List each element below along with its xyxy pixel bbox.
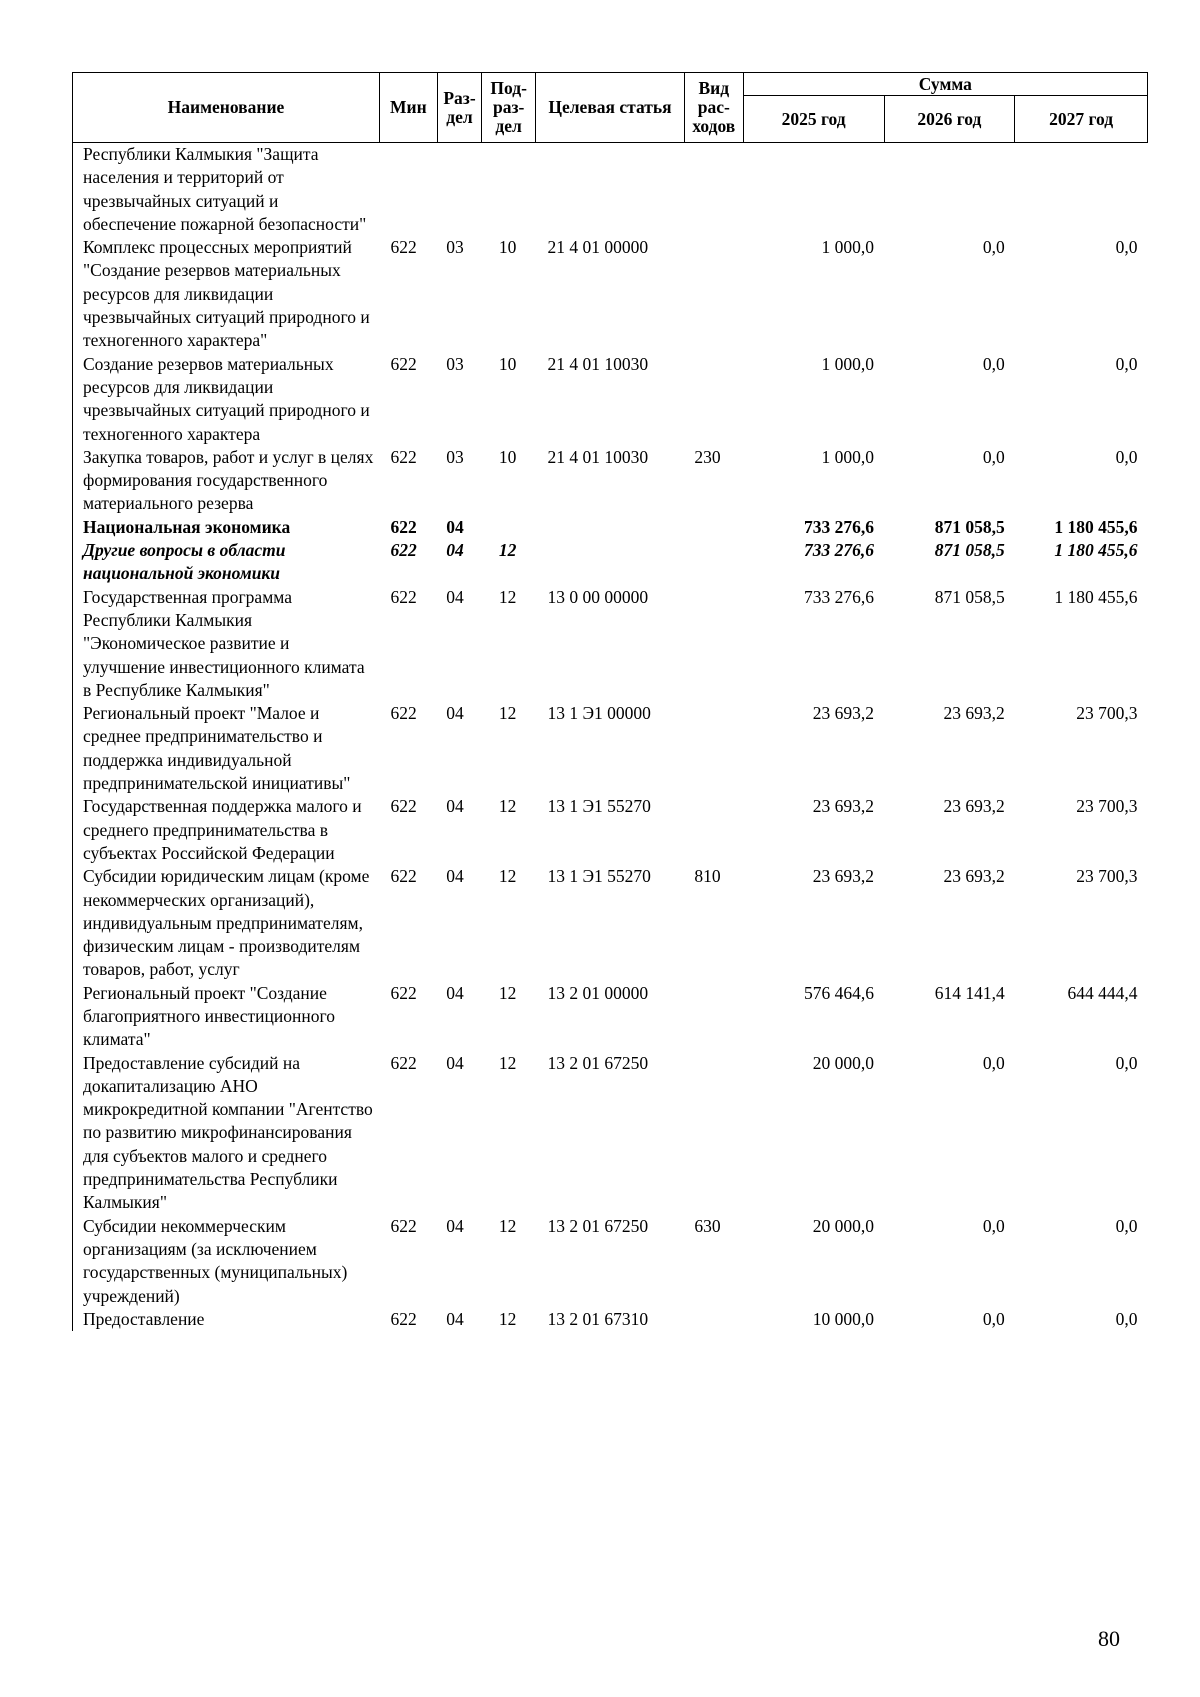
row-razdel: 04 [446,1052,464,1073]
row-podrazdel: 12 [498,586,517,607]
row-podrazdel: 12 [498,540,517,561]
row-vid [684,586,743,702]
row-sum-2027: 0,0 [1115,1052,1138,1073]
row-razdel: 03 [446,446,464,467]
row-celevaya [536,516,685,539]
row-sum-2025: 20 000,0 [812,1215,874,1236]
row-min: 622 [390,586,417,607]
row-name: Комплекс процессных мероприятий "Создание резервов материальных ресурсов для ликвидации чрезвычайных ситуаций природного и техногенного характера" [83,237,370,351]
row-sum-2026: 0,0 [982,1052,1005,1073]
row-sum-2027: 644 444,4 [1067,982,1138,1003]
row-vid [684,702,743,795]
row-podrazdel: 10 [498,353,517,374]
row-sum-2026: 0,0 [982,353,1005,374]
table-row [73,236,1148,352]
row-sum-2026: 0,0 [982,237,1005,258]
row-sum-2026 [884,143,1015,237]
row-razdel: 04 [446,540,464,561]
header-min: Мин [379,73,437,143]
row-sum-2025: 10 000,0 [812,1308,874,1329]
row-podrazdel: 10 [498,446,517,467]
table-row [73,586,1148,702]
row-name: Региональный проект "Малое и среднее предпринимательство и поддержка индивидуальной предпринимательской инициативы" [83,703,351,794]
row-celevaya: 13 2 01 67250 [547,1215,649,1236]
row-podrazdel: 12 [498,1215,517,1236]
row-razdel: 04 [446,982,464,1003]
row-min: 622 [390,353,417,374]
row-name: Национальная экономика [83,516,291,537]
row-sum-2026: 871 058,5 [934,540,1005,561]
row-sum-2025: 576 464,6 [804,982,874,1003]
row-min: 622 [390,540,417,561]
row-sum-2026: 0,0 [982,1308,1005,1329]
row-name: Предоставление субсидий на докапитализацию АНО микрокредитной компании "Агентство по развитию микрофинансирования для субъектов малого и среднего предпринимательства Республики Калмыкия" [83,1052,373,1213]
row-min: 622 [390,446,417,467]
row-sum-2025: 1 000,0 [821,446,874,467]
row-vid [684,236,743,352]
row-vid [684,516,743,539]
row-podrazdel: 12 [498,1308,517,1329]
budget-table [72,72,1148,1331]
row-sum-2025: 733 276,6 [804,586,874,607]
row-celevaya [536,539,685,586]
budget-table-page [72,72,1148,1331]
row-podrazdel: 12 [498,796,517,817]
row-celevaya: 13 1 Э1 00000 [547,703,651,724]
row-sum-2027: 1 180 455,6 [1054,586,1138,607]
row-razdel: 04 [446,703,464,724]
table-row [73,702,1148,795]
row-podrazdel: 12 [498,982,517,1003]
table-row [73,516,1148,539]
row-sum-2025: 733 276,6 [804,540,874,561]
row-sum-2025: 23 693,2 [812,703,874,724]
row-sum-2026: 871 058,5 [934,586,1005,607]
row-sum-2027: 1 180 455,6 [1054,540,1138,561]
row-sum-2027: 23 700,3 [1076,796,1138,817]
table-row [73,143,1148,237]
row-min [379,143,437,237]
row-sum-2025: 23 693,2 [812,866,874,887]
row-razdel: 04 [446,586,464,607]
row-min: 622 [390,982,417,1003]
row-razdel: 04 [446,1215,464,1236]
row-min: 622 [390,516,417,537]
row-name: Предоставление [83,1308,205,1329]
row-sum-2025: 1 000,0 [821,353,874,374]
row-sum-2026: 23 693,2 [943,796,1005,817]
header-podrazdel: Под-раз-дел [482,73,536,143]
row-razdel: 03 [446,353,464,374]
header-celevaya: Целевая статья [536,73,685,143]
row-razdel: 03 [446,237,464,258]
table-row [73,1215,1148,1308]
row-vid [684,353,743,446]
table-row [73,865,1148,981]
row-min: 622 [390,703,417,724]
row-min: 622 [390,237,417,258]
row-celevaya: 13 1 Э1 55270 [547,796,651,817]
row-vid [684,1308,743,1331]
row-name: Закупка товаров, работ и услуг в целях формирования государственного материального резерва [83,446,374,514]
row-min: 622 [390,796,417,817]
row-sum-2025: 733 276,6 [804,516,874,537]
row-sum-2027: 23 700,3 [1076,866,1138,887]
header-summa: Сумма [743,73,1147,96]
row-sum-2027: 0,0 [1115,353,1138,374]
row-name: Государственная программа Республики Калмыкия "Экономическое развитие и улучшение инвестиционного климата в Республике Калмыкия" [83,586,365,700]
row-sum-2025: 23 693,2 [812,796,874,817]
table-row [73,353,1148,446]
row-sum-2027: 0,0 [1115,1215,1138,1236]
row-sum-2026: 0,0 [982,446,1005,467]
row-sum-2025: 20 000,0 [812,1052,874,1073]
table-row [73,446,1148,516]
row-vid [684,982,743,1052]
table-row [73,795,1148,865]
row-celevaya: 13 0 00 00000 [547,586,649,607]
row-sum-2026: 0,0 [982,1215,1005,1236]
row-celevaya: 21 4 01 10030 [547,446,649,467]
row-name: Создание резервов материальных ресурсов для ликвидации чрезвычайных ситуаций природного и техногенного характера [83,353,370,444]
row-podrazdel [482,516,536,539]
row-vid [684,795,743,865]
row-vid: 810 [694,866,721,887]
table-row [73,539,1148,586]
row-sum-2027: 0,0 [1115,1308,1138,1329]
row-razdel: 04 [446,516,464,537]
row-vid: 630 [694,1215,721,1236]
row-sum-2027: 23 700,3 [1076,703,1138,724]
row-vid [684,1052,743,1215]
row-celevaya: 21 4 01 10030 [547,353,649,374]
row-celevaya: 13 2 01 00000 [547,982,649,1003]
row-sum-2027: 1 180 455,6 [1054,516,1138,537]
table-body [73,143,1148,1332]
row-celevaya: 13 2 01 67310 [547,1308,649,1329]
row-sum-2025: 1 000,0 [821,237,874,258]
row-name: Республики Калмыкия "Защита населения и территорий от чрезвычайных ситуаций и обеспечение пожарной безопасности" [83,144,367,234]
row-celevaya: 13 2 01 67250 [547,1052,649,1073]
row-celevaya: 21 4 01 00000 [547,237,649,258]
page-number: 80 [1098,1626,1120,1651]
table-header [73,73,1148,143]
row-name: Субсидии юридическим лицам (кроме некоммерческих организаций), индивидуальным предпринимателям, физическим лицам - производителям товаров, работ, услуг [83,866,370,980]
table-row [73,1052,1148,1215]
row-podrazdel: 12 [498,703,517,724]
row-vid [684,539,743,586]
row-celevaya [536,143,685,237]
header-year-2027: 2027 год [1015,96,1148,143]
row-podrazdel [482,143,536,237]
row-vid [684,143,743,237]
row-sum-2027: 0,0 [1115,237,1138,258]
header-year-2025: 2025 год [743,96,884,143]
header-name: Наименование [73,73,380,143]
row-podrazdel: 12 [498,866,517,887]
row-sum-2027: 0,0 [1115,446,1138,467]
row-min: 622 [390,1052,417,1073]
row-min: 622 [390,1215,417,1236]
row-sum-2026: 871 058,5 [934,516,1005,537]
row-celevaya: 13 1 Э1 55270 [547,866,651,887]
row-podrazdel: 12 [498,1052,517,1073]
table-row [73,982,1148,1052]
row-min: 622 [390,1308,417,1329]
table-row [73,1308,1148,1331]
row-sum-2026: 23 693,2 [943,703,1005,724]
row-vid: 230 [694,446,721,467]
row-sum-2026: 614 141,4 [934,982,1005,1003]
row-razdel [437,143,482,237]
row-razdel: 04 [446,1308,464,1329]
row-sum-2026: 23 693,2 [943,866,1005,887]
row-sum-2025 [743,143,884,237]
row-min: 622 [390,866,417,887]
header-razdel: Раз-дел [437,73,482,143]
row-name: Другие вопросы в области национальной экономики [83,540,286,584]
header-year-2026: 2026 год [884,96,1015,143]
row-name: Региональный проект "Создание благоприятного инвестиционного климата" [83,982,335,1050]
row-podrazdel: 10 [498,237,517,258]
row-name: Государственная поддержка малого и среднего предпринимательства в субъектах Российской Федерации [83,796,362,863]
row-razdel: 04 [446,796,464,817]
row-razdel: 04 [446,866,464,887]
row-sum-2027 [1015,143,1148,237]
row-name: Субсидии некоммерческим организациям (за исключением государственных (муниципальных) учреждений) [83,1215,348,1306]
header-vid: Вид рас-ходов [684,73,743,143]
